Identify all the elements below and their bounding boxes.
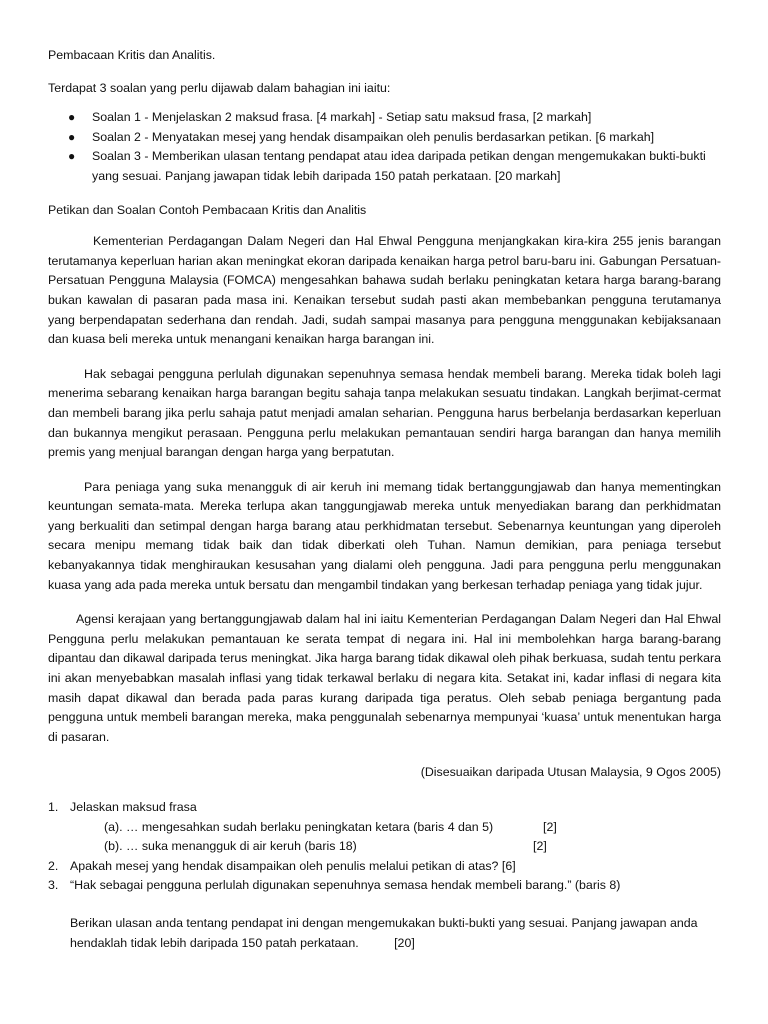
question-list <box>48 798 721 896</box>
question-text: Jelaskan maksud frasa <box>70 800 197 814</box>
question-2 <box>48 857 721 877</box>
bullet-icon: ● <box>68 149 76 164</box>
question-mark: [2] <box>533 839 547 854</box>
question-text: (a). … mengesahkan sudah berlaku peningkatan ketara (baris 4 dan 5) <box>104 819 494 834</box>
passage-paragraph-2: Hak sebagai pengguna perlulah digunakan sepenuhnya semasa hendak membeli barang. Mereka tidak boleh lagi menerima sebarang kenaikan harga barangan begitu sahaja tanpa melakukan sesuatu tindakan. Langkah berjimat-cermat dan membeli barang jika perlu sahaja patut menjadi amalan seharian. Pengguna harus berbelanja berdasarkan keperluan dan bukannya mengikut perasaan. Pengguna perlu melakukan pemantauan sendiri harga barangan dan hanya memilih premis yang menjual barangan dengan harga yang berpatutan. <box>48 366 721 460</box>
bullet-icon: ● <box>68 129 76 144</box>
passage-paragraph-1: Kementerian Perdagangan Dalam Negeri dan Hal Ehwal Pengguna menjangkakan kira-kira 255 jenis barangan terutamanya keperluan harian akan meningkat ekoran daripada kenaikan harga petrol baru-baru ini. Gabungan Persatuan-Persatuan Pengguna Malaysia (FOMCA) mengesahkan bahawa sudah berlaku peningkatan ketara harga barang-barang bukan kawalan di pasaran pada masa ini. Kenaikan tersebut sudah pasti akan membebankan pengguna terutamanya yang berpendapatan sederhana dan rendah. Jadi, sudah sampai masanya para pengguna menggunakan kebijaksanaan dan kuasa beli mereka untuk menangani kenaikan harga barangan ini. <box>48 234 721 347</box>
passage-paragraph-3: Para peniaga yang suka menangguk di air keruh ini memang tidak bertanggungjawab dan hanya mementingkan keuntungan semata-mata. Mereka terlupa akan tanggungjawab mereka untuk menyediakan barang dan perkhidmatan yang berkualiti dan setimpal dengan harga barang atau perkhidmatan tersebut. Sebenarnya keuntungan yang diperoleh secara menipu memang tidak baik dan tidak diberkati oleh Tuhan. Namun demikian, para peniaga tersebut kebanyakannya tidak menghiraukan kesusahan yang dialami oleh pengguna. Jadi para pengguna perlu menggunakan kuasa yang ada pada mereka untuk bersatu dan mengambil tindakan yang berkesan terhadap peniaga yang tidak jujur. <box>48 479 721 592</box>
question-mark: [2] <box>543 819 557 834</box>
list-item: ● Soalan 3 - Memberikan ulasan tentang pendapat atau idea daripada petikan dengan mengemukakan bukti-bukti yang sesuai. Panjang jawapan tidak lebih daripada 150 patah perkataan. [20 markah] <box>68 149 706 183</box>
document-heading: Pembacaan Kritis dan Analitis. <box>48 48 216 62</box>
question-mark: [20] <box>394 935 415 950</box>
question-1 <box>48 798 721 857</box>
intro-text: Terdapat 3 soalan yang perlu dijawab dalam bahagian ini iaitu: <box>48 80 391 95</box>
question-text: “Hak sebagai pengguna perlulah digunakan sepenuhnya semasa hendak membeli barang.” (baris 8) <box>70 878 621 893</box>
question-1b <box>70 837 721 857</box>
source-citation: (Disesuaikan daripada Utusan Malaysia, 9 Ogos 2005) <box>420 765 721 780</box>
question-text: Apakah mesej yang hendak disampaikan oleh penulis melalui petikan di atas? [6] <box>70 858 516 873</box>
question-number: 3. <box>48 878 59 893</box>
question-3-instruction: Berikan ulasan anda tentang pendapat ini dengan mengemukakan bukti-bukti yang sesuai. Panjang jawapan anda hendaklah tidak lebih daripada 150 patah perkataan. [20] <box>70 915 698 950</box>
list-item: ● Soalan 1 - Menjelaskan 2 maksud frasa. [4 markah] - Setiap satu maksud frasa, [2 markah] <box>48 108 721 128</box>
document-page <box>48 46 721 953</box>
question-number: 1. <box>48 800 59 814</box>
section-title: Petikan dan Soalan Contoh Pembacaan Kritis dan Analitis <box>48 202 367 217</box>
question-3 <box>48 876 721 896</box>
passage-paragraph-4: Agensi kerajaan yang bertanggungjawab dalam hal ini iaitu Kementerian Perdagangan Dalam Negeri dan Hal Ehwal Pengguna perlu melakukan pemantauan ke serata tempat di negara ini. Hal ini membolehkan harga barang-barang dipantau dan dikawal daripada terus meningkat. Jika harga barang tidak dikawal oleh pihak berkuasa, sudah tentu perkara ini akan menyebabkan masalah inflasi yang tidak terkawal berlaku di negara kita. Setakat ini, kadar inflasi di negara kita masih dapat dikawal dan berada pada paras kurang daripada tiga peratus. Oleh sebab peniaga bergantung pada pengguna untuk membeli barangan mereka, maka penggunalah sebenarnya mempunyai ‘kuasa’ untuk menentukan harga di pasaran. <box>48 612 721 744</box>
list-item: ● Soalan 2 - Menyatakan mesej yang hendak disampaikan oleh penulis berdasarkan petikan. [6 markah] <box>48 128 721 148</box>
bullet-icon: ● <box>68 110 76 125</box>
question-text: (b). … suka menangguk di air keruh (baris 18) <box>104 839 357 854</box>
question-number: 2. <box>48 858 59 873</box>
question-1a <box>70 818 721 838</box>
question-type-list <box>48 108 721 186</box>
